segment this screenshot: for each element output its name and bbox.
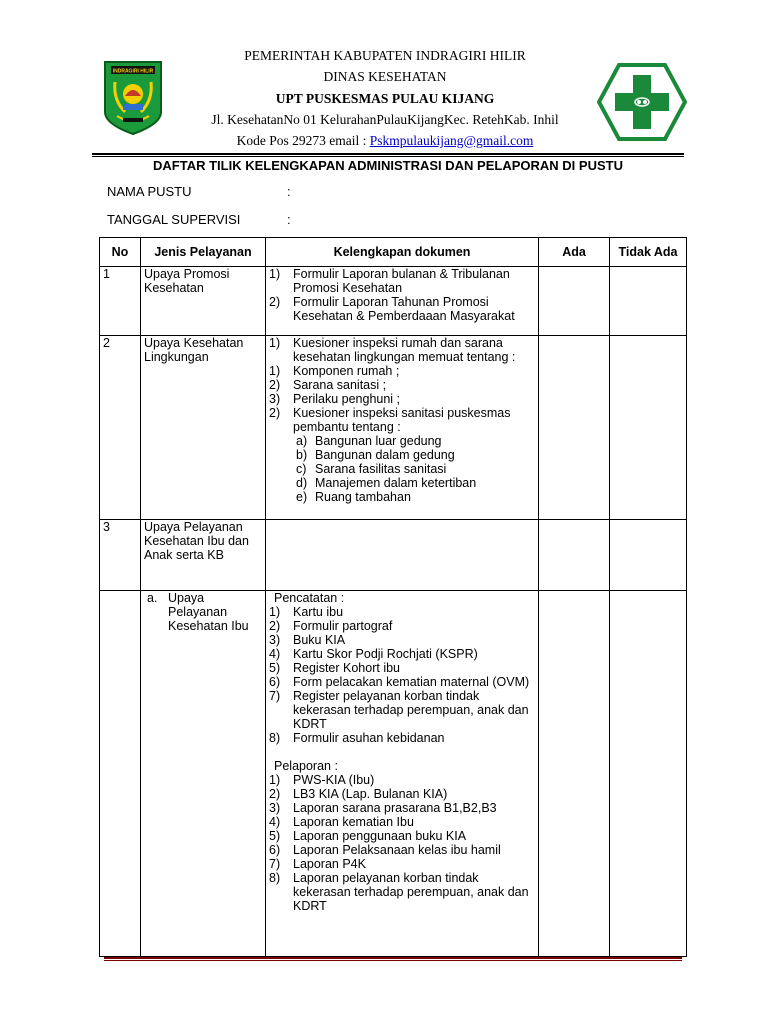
table-row (100, 591, 687, 957)
cell-no: 1 (100, 267, 141, 336)
list-item: 5) Laporan penggunaan buku KIA (269, 829, 467, 843)
header-ada: Ada (539, 238, 610, 267)
list-item: 1) Kuesioner inspeksi rumah dan sarana kesehatan lingkungan memuat tentang : (269, 336, 516, 364)
field-label: TANGGAL SUPERVISI (107, 212, 241, 227)
pelaporan-heading: Pelaporan : (274, 759, 338, 773)
sub-list-item: b) Bangunan dalam gedung (296, 448, 455, 462)
sub-list-item: a) Bangunan luar gedung (296, 434, 442, 448)
checkbox-tidak-ada[interactable] (610, 520, 687, 591)
table-row (100, 267, 687, 336)
cell-jenis (141, 591, 266, 957)
email-link[interactable]: Pskmpulaukijang@gmail.com (369, 133, 534, 148)
cell-dokumen (266, 520, 539, 591)
list-item: 3) Perilaku penghuni ; (269, 392, 401, 406)
kop-address: Jl. KesehatanNo 01 KelurahanPulauKijangKec. RetehKab. Inhil (211, 112, 559, 127)
list-item: 2) Sarana sanitasi ; (269, 378, 387, 392)
checkbox-ada[interactable] (539, 520, 610, 591)
list-item: 4) Laporan kematian Ibu (269, 815, 414, 829)
sub-list-item: c) Sarana fasilitas sanitasi (296, 462, 447, 476)
sub-list-item: e) Ruang tambahan (296, 490, 411, 504)
header-kelengkapan-dokumen: Kelengkapan dokumen (266, 238, 539, 267)
cell-no: 2 (100, 336, 141, 520)
checkbox-ada[interactable] (539, 336, 610, 520)
letterhead-rule-thin (92, 156, 684, 157)
puskesmas-logo-icon (597, 63, 687, 141)
checkbox-tidak-ada[interactable] (610, 267, 687, 336)
checklist-table (99, 237, 687, 957)
list-item: 8) Formulir asuhan kebidanan (269, 731, 445, 745)
sub-service: a. Upaya Pelayanan Kesehatan Ibu (147, 591, 249, 633)
cell-jenis: Upaya Promosi Kesehatan (141, 267, 266, 336)
list-item: 2) LB3 KIA (Lap. Bulanan KIA) (269, 787, 448, 801)
cell-jenis: Upaya Kesehatan Lingkungan (141, 336, 266, 520)
field-colon: : (287, 212, 291, 227)
list-item: 1) Kartu ibu (269, 605, 344, 619)
field-tanggal-supervisi (107, 212, 291, 228)
pencatatan-heading: Pencatatan : (274, 591, 345, 605)
letterhead (0, 0, 768, 160)
list-item: 4) Kartu Skor Podji Rochjati (KSPR) (269, 647, 478, 661)
list-item: 3) Laporan sarana prasarana B1,B2,B3 (269, 801, 497, 815)
checkbox-ada[interactable] (539, 267, 610, 336)
table-row (100, 336, 687, 520)
list-item: 5) Register Kohort ibu (269, 661, 401, 675)
field-nama-pustu (107, 184, 291, 200)
kop-puskesmas-name: UPT PUSKESMAS PULAU KIJANG (275, 91, 495, 106)
list-item: 1) PWS-KIA (Ibu) (269, 773, 375, 787)
kop-contact (190, 133, 580, 149)
table-header-row (100, 238, 687, 267)
list-item: 2) Formulir partograf (269, 619, 393, 633)
checkbox-tidak-ada[interactable] (610, 591, 687, 957)
list-item: 6) Form pelacakan kematian maternal (OVM) (269, 675, 530, 689)
list-item: 1) Formulir Laporan bulanan & Tribulanan Promosi Kesehatan (269, 267, 510, 295)
header-no: No (100, 238, 141, 267)
list-item: 2) Formulir Laporan Tahunan Promosi Kesehatan & Pemberdaaan Masyarakat (269, 295, 515, 323)
list-item: 8) Laporan pelayanan korban tindak kekerasan terhadap perempuan, anak dan KDRT (269, 871, 529, 913)
checkbox-ada[interactable] (539, 591, 610, 957)
cell-no (100, 591, 141, 957)
sub-list-item: d) Manajemen dalam ketertiban (296, 476, 477, 490)
list-item: 2) Kuesioner inspeksi sanitasi puskesmas pembantu tentang : (269, 406, 511, 434)
header-jenis-pelayanan: Jenis Pelayanan (141, 238, 266, 267)
header-tidak-ada: Tidak Ada (610, 238, 687, 267)
cell-dokumen (266, 267, 539, 336)
svg-text:INDRAGIRI HILIR: INDRAGIRI HILIR (112, 68, 154, 75)
section-spacer (269, 745, 535, 759)
cell-jenis: Upaya Pelayanan Kesehatan Ibu dan Anak serta KB (141, 520, 266, 591)
checkbox-tidak-ada[interactable] (610, 336, 687, 520)
field-label: NAMA PUSTU (107, 184, 192, 199)
list-item: 1) Komponen rumah ; (269, 364, 400, 378)
cell-no: 3 (100, 520, 141, 591)
table-row (100, 520, 687, 591)
list-item: 3) Buku KIA (269, 633, 346, 647)
indragiri-hilir-emblem-icon (103, 60, 163, 136)
kop-agency-name: DINAS KESEHATAN (323, 69, 447, 84)
list-item: 7) Laporan P4K (269, 857, 366, 871)
footer-rule-thick (104, 957, 682, 959)
letterhead-rule-thick (92, 153, 684, 155)
field-colon: : (287, 184, 291, 199)
list-item: 7) Register pelayanan korban tindak kekerasan terhadap perempuan, anak dan KDRT (269, 689, 529, 731)
footer-rule-thin (104, 960, 682, 961)
kop-postal: Kode Pos 29273 email : (236, 133, 370, 148)
cell-dokumen (266, 336, 539, 520)
cell-dokumen (266, 591, 539, 957)
document-title: DAFTAR TILIK KELENGKAPAN ADMINISTRASI DAN PELAPORAN DI PUSTU (153, 158, 623, 173)
kop-government-name: PEMERINTAH KABUPATEN INDRAGIRI HILIR (244, 48, 526, 63)
list-item: 6) Laporan Pelaksanaan kelas ibu hamil (269, 843, 501, 857)
